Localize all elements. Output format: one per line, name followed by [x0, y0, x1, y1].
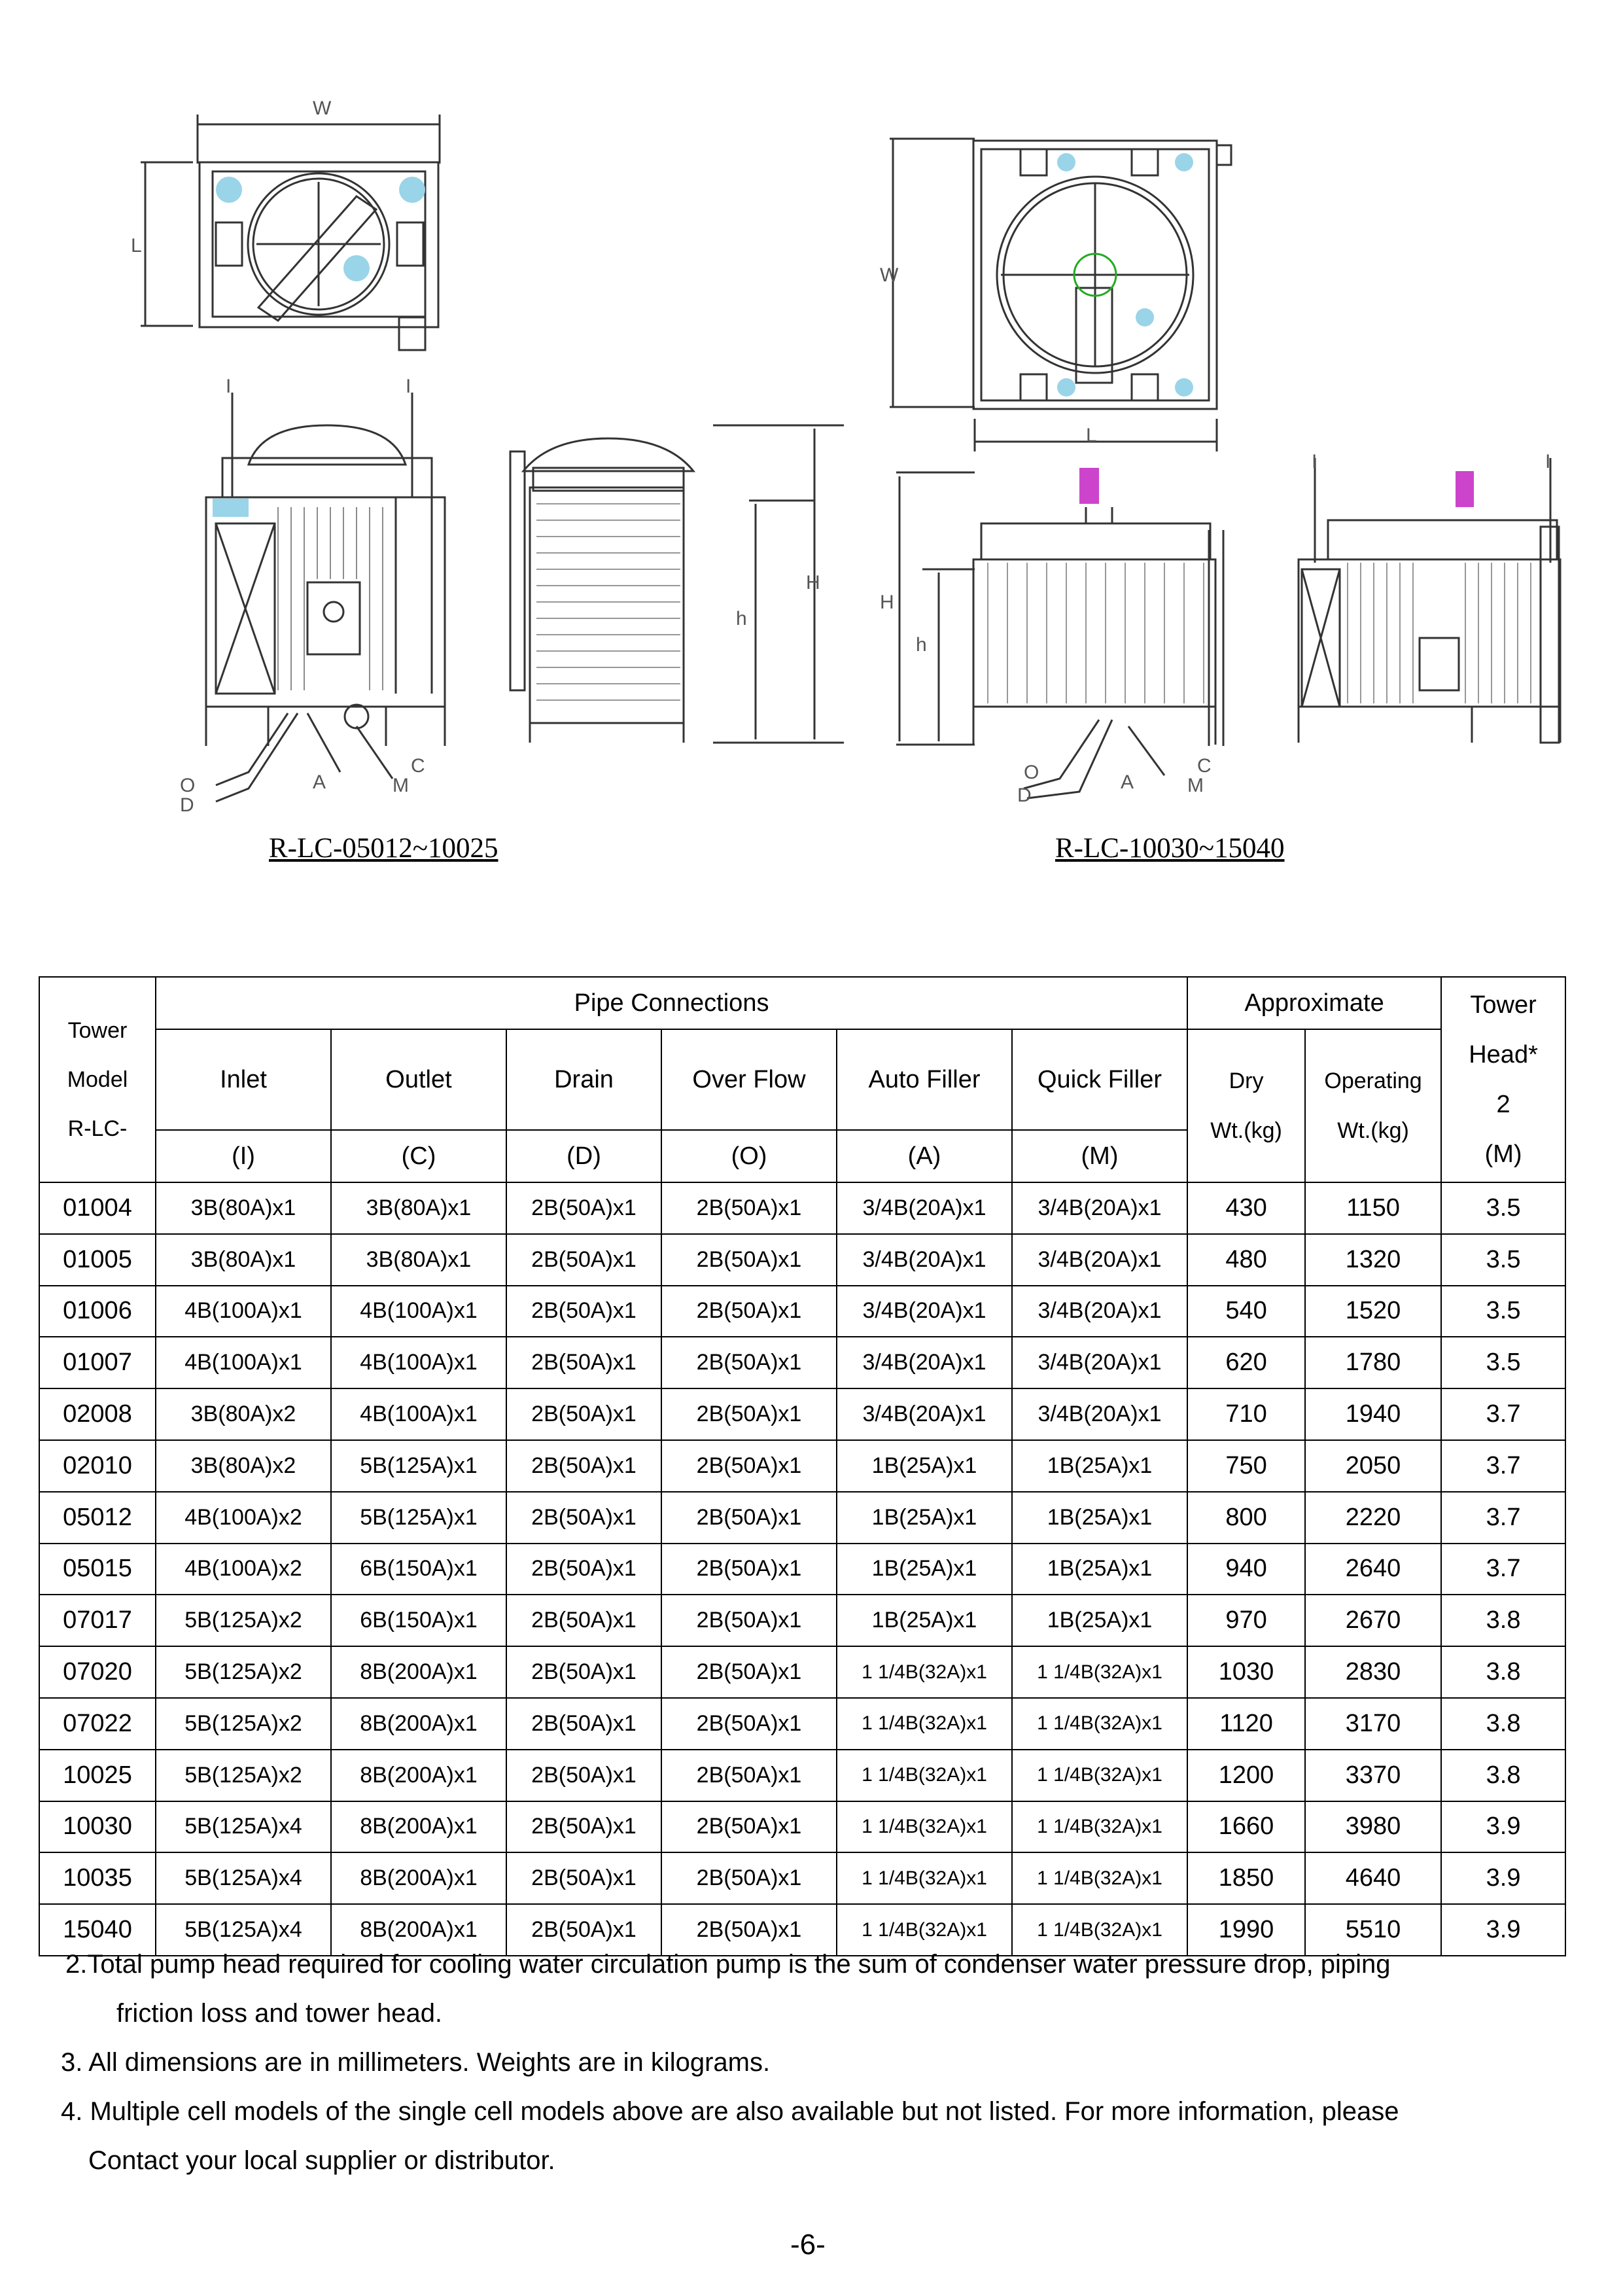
cell-model: 10030 — [39, 1801, 156, 1853]
cell-auto-filler: 1 1/4B(32A)x1 — [837, 1646, 1012, 1698]
cell-drain: 2B(50A)x1 — [506, 1544, 661, 1595]
cell-dry-weight: 1660 — [1187, 1801, 1305, 1853]
operating-weight-header — [1305, 1029, 1441, 1182]
cell-dry-weight: 800 — [1187, 1492, 1305, 1544]
table-row — [39, 1904, 1565, 1956]
cell-auto-filler: 3/4B(20A)x1 — [837, 1388, 1012, 1440]
side-view-small-a — [206, 393, 445, 802]
label-l-small: L — [131, 235, 142, 256]
cell-overflow: 2B(50A)x1 — [661, 1286, 837, 1337]
cell-operating-weight: 2830 — [1305, 1646, 1441, 1698]
tower-head-line1: Tower — [1470, 991, 1537, 1019]
cell-model: 01005 — [39, 1234, 156, 1286]
quick-filler-code: (M) — [1012, 1130, 1187, 1182]
note-2-line1: 2.Total pump head required for cooling water circulation pump is the sum of condenser water pressure drop, piping — [65, 1950, 1391, 1979]
tower-head-line3: 2 — [1496, 1091, 1510, 1118]
cell-quick-filler: 3/4B(20A)x1 — [1012, 1337, 1187, 1388]
dry-weight-line1: Dry — [1229, 1069, 1264, 1093]
outlet-header: Outlet — [331, 1029, 506, 1130]
cell-quick-filler: 1B(25A)x1 — [1012, 1440, 1187, 1492]
table-row — [39, 1440, 1565, 1492]
cell-tower-head: 3.8 — [1441, 1595, 1565, 1646]
cell-tower-head: 3.9 — [1441, 1904, 1565, 1956]
cell-inlet: 3B(80A)x2 — [156, 1388, 331, 1440]
label-o-large: O — [1024, 762, 1039, 783]
quick-filler-header: Quick Filler — [1012, 1029, 1187, 1130]
cell-model: 02008 — [39, 1388, 156, 1440]
cell-outlet: 8B(200A)x1 — [331, 1698, 506, 1750]
label-lh-large: h — [916, 634, 927, 656]
cell-auto-filler: 3/4B(20A)x1 — [837, 1286, 1012, 1337]
cell-drain: 2B(50A)x1 — [506, 1286, 661, 1337]
overflow-header: Over Flow — [661, 1029, 837, 1130]
cell-drain: 2B(50A)x1 — [506, 1904, 661, 1956]
cell-operating-weight: 1780 — [1305, 1337, 1441, 1388]
label-m-large: M — [1187, 775, 1204, 796]
cell-operating-weight: 1520 — [1305, 1286, 1441, 1337]
cell-overflow: 2B(50A)x1 — [661, 1698, 837, 1750]
auto-filler-code: (A) — [837, 1130, 1012, 1182]
cell-quick-filler: 3/4B(20A)x1 — [1012, 1286, 1187, 1337]
cell-overflow: 2B(50A)x1 — [661, 1388, 837, 1440]
cell-drain: 2B(50A)x1 — [506, 1852, 661, 1904]
cell-operating-weight: 4640 — [1305, 1852, 1441, 1904]
tower-head-line4: (M) — [1484, 1140, 1522, 1168]
table-row — [39, 1388, 1565, 1440]
specification-table — [39, 976, 1566, 1956]
cell-inlet: 3B(80A)x1 — [156, 1234, 331, 1286]
cell-model: 05015 — [39, 1544, 156, 1595]
label-m-small: M — [393, 775, 409, 796]
cell-overflow: 2B(50A)x1 — [661, 1595, 837, 1646]
cell-inlet: 5B(125A)x2 — [156, 1595, 331, 1646]
cell-drain: 2B(50A)x1 — [506, 1337, 661, 1388]
cell-operating-weight: 5510 — [1305, 1904, 1441, 1956]
cell-model: 01007 — [39, 1337, 156, 1388]
cell-auto-filler: 1B(25A)x1 — [837, 1492, 1012, 1544]
cell-overflow: 2B(50A)x1 — [661, 1337, 837, 1388]
cell-operating-weight: 2640 — [1305, 1544, 1441, 1595]
cell-quick-filler: 1 1/4B(32A)x1 — [1012, 1750, 1187, 1801]
cell-auto-filler: 3/4B(20A)x1 — [837, 1337, 1012, 1388]
note-2-line2: friction loss and tower head. — [116, 1999, 443, 2028]
cell-inlet: 4B(100A)x1 — [156, 1337, 331, 1388]
cell-outlet: 8B(200A)x1 — [331, 1904, 506, 1956]
cell-tower-head: 3.5 — [1441, 1182, 1565, 1234]
cell-outlet: 4B(100A)x1 — [331, 1286, 506, 1337]
tower-model-header-line3: R-LC- — [67, 1116, 128, 1141]
cell-operating-weight: 2050 — [1305, 1440, 1441, 1492]
table-row — [39, 1234, 1565, 1286]
table-body — [39, 1182, 1565, 1956]
cell-tower-head: 3.7 — [1441, 1388, 1565, 1440]
cell-dry-weight: 1200 — [1187, 1750, 1305, 1801]
cell-tower-head: 3.5 — [1441, 1337, 1565, 1388]
cell-operating-weight: 1150 — [1305, 1182, 1441, 1234]
cell-tower-head: 3.5 — [1441, 1234, 1565, 1286]
cell-inlet: 4B(100A)x1 — [156, 1286, 331, 1337]
cell-inlet: 5B(125A)x4 — [156, 1852, 331, 1904]
cell-operating-weight: 3370 — [1305, 1750, 1441, 1801]
cell-outlet: 6B(150A)x1 — [331, 1595, 506, 1646]
dry-weight-line2: Wt.(kg) — [1210, 1118, 1282, 1143]
cell-outlet: 4B(100A)x1 — [331, 1388, 506, 1440]
cell-overflow: 2B(50A)x1 — [661, 1750, 837, 1801]
label-l-large: L — [1086, 425, 1097, 446]
cell-dry-weight: 1850 — [1187, 1852, 1305, 1904]
table-row — [39, 1544, 1565, 1595]
cell-outlet: 8B(200A)x1 — [331, 1801, 506, 1853]
cell-inlet: 5B(125A)x4 — [156, 1904, 331, 1956]
cell-overflow: 2B(50A)x1 — [661, 1801, 837, 1853]
cell-dry-weight: 1120 — [1187, 1698, 1305, 1750]
cell-dry-weight: 750 — [1187, 1440, 1305, 1492]
label-i-3: I — [1312, 451, 1318, 472]
side-view-large-a — [896, 472, 1223, 798]
label-o-small: O — [180, 775, 196, 796]
label-w-large: W — [880, 264, 899, 286]
cell-tower-head: 3.8 — [1441, 1750, 1565, 1801]
cell-auto-filler: 1 1/4B(32A)x1 — [837, 1801, 1012, 1853]
cell-operating-weight: 2220 — [1305, 1492, 1441, 1544]
tower-head-header — [1441, 977, 1565, 1182]
cell-outlet: 3B(80A)x1 — [331, 1234, 506, 1286]
cell-overflow: 2B(50A)x1 — [661, 1440, 837, 1492]
label-lh-small: h — [736, 608, 747, 629]
cell-auto-filler: 1 1/4B(32A)x1 — [837, 1698, 1012, 1750]
cell-overflow: 2B(50A)x1 — [661, 1182, 837, 1234]
table-row — [39, 1595, 1565, 1646]
cell-drain: 2B(50A)x1 — [506, 1388, 661, 1440]
auto-filler-header: Auto Filler — [837, 1029, 1012, 1130]
page-number: -6- — [790, 2229, 826, 2261]
cell-outlet: 6B(150A)x1 — [331, 1544, 506, 1595]
note-4-line1: 4. Multiple cell models of the single cell models above are also available but not listed. For more information, please — [61, 2097, 1399, 2126]
pipe-connections-header: Pipe Connections — [156, 977, 1187, 1029]
cell-overflow: 2B(50A)x1 — [661, 1544, 837, 1595]
label-c-large: C — [1197, 755, 1212, 777]
cell-drain: 2B(50A)x1 — [506, 1234, 661, 1286]
cell-dry-weight: 620 — [1187, 1337, 1305, 1388]
cell-quick-filler: 1 1/4B(32A)x1 — [1012, 1904, 1187, 1956]
cell-dry-weight: 1030 — [1187, 1646, 1305, 1698]
cell-auto-filler: 1 1/4B(32A)x1 — [837, 1852, 1012, 1904]
table-row — [39, 1698, 1565, 1750]
cell-inlet: 3B(80A)x2 — [156, 1440, 331, 1492]
cell-inlet: 5B(125A)x4 — [156, 1801, 331, 1853]
dry-weight-header — [1187, 1029, 1305, 1182]
cell-outlet: 4B(100A)x1 — [331, 1337, 506, 1388]
label-h-large: H — [880, 592, 894, 613]
tower-model-header — [39, 977, 156, 1182]
label-h-small: H — [806, 572, 820, 593]
operating-weight-line1: Operating — [1324, 1069, 1422, 1093]
cell-model: 07017 — [39, 1595, 156, 1646]
drain-code: (D) — [506, 1130, 661, 1182]
table-row — [39, 1646, 1565, 1698]
cell-tower-head: 3.5 — [1441, 1286, 1565, 1337]
table-row — [39, 1750, 1565, 1801]
cell-model: 15040 — [39, 1904, 156, 1956]
cell-drain: 2B(50A)x1 — [506, 1182, 661, 1234]
table-row — [39, 1852, 1565, 1904]
cell-overflow: 2B(50A)x1 — [661, 1904, 837, 1956]
label-i-1: I — [226, 376, 232, 397]
cell-model: 10035 — [39, 1852, 156, 1904]
cell-outlet: 8B(200A)x1 — [331, 1646, 506, 1698]
cell-operating-weight: 3980 — [1305, 1801, 1441, 1853]
cell-quick-filler: 3/4B(20A)x1 — [1012, 1234, 1187, 1286]
cell-auto-filler: 1B(25A)x1 — [837, 1595, 1012, 1646]
inlet-header: Inlet — [156, 1029, 331, 1130]
cell-operating-weight: 1320 — [1305, 1234, 1441, 1286]
note-4-line2: Contact your local supplier or distributor. — [88, 2146, 555, 2175]
cell-outlet: 8B(200A)x1 — [331, 1852, 506, 1904]
tower-model-header-line2: Model — [67, 1067, 128, 1092]
cell-inlet: 3B(80A)x1 — [156, 1182, 331, 1234]
label-i-4: I — [1545, 451, 1551, 472]
cell-drain: 2B(50A)x1 — [506, 1750, 661, 1801]
cell-drain: 2B(50A)x1 — [506, 1698, 661, 1750]
cell-dry-weight: 430 — [1187, 1182, 1305, 1234]
cell-tower-head: 3.7 — [1441, 1440, 1565, 1492]
cell-outlet: 5B(125A)x1 — [331, 1440, 506, 1492]
cell-tower-head: 3.8 — [1441, 1646, 1565, 1698]
cell-overflow: 2B(50A)x1 — [661, 1492, 837, 1544]
overflow-code: (O) — [661, 1130, 837, 1182]
cell-quick-filler: 1B(25A)x1 — [1012, 1595, 1187, 1646]
cell-quick-filler: 1B(25A)x1 — [1012, 1492, 1187, 1544]
cell-model: 01004 — [39, 1182, 156, 1234]
cell-tower-head: 3.9 — [1441, 1852, 1565, 1904]
cell-auto-filler: 1 1/4B(32A)x1 — [837, 1750, 1012, 1801]
label-a-large: A — [1121, 771, 1134, 793]
label-d-large: D — [1017, 785, 1032, 806]
cell-operating-weight: 3170 — [1305, 1698, 1441, 1750]
cell-drain: 2B(50A)x1 — [506, 1595, 661, 1646]
label-i-2: I — [406, 376, 411, 397]
cell-quick-filler: 1 1/4B(32A)x1 — [1012, 1852, 1187, 1904]
cell-model: 05012 — [39, 1492, 156, 1544]
cell-tower-head: 3.8 — [1441, 1698, 1565, 1750]
cell-auto-filler: 3/4B(20A)x1 — [837, 1182, 1012, 1234]
cell-quick-filler: 1 1/4B(32A)x1 — [1012, 1801, 1187, 1853]
drain-header: Drain — [506, 1029, 661, 1130]
table-row — [39, 1492, 1565, 1544]
cell-auto-filler: 1 1/4B(32A)x1 — [837, 1904, 1012, 1956]
cell-quick-filler: 3/4B(20A)x1 — [1012, 1388, 1187, 1440]
cell-model: 01006 — [39, 1286, 156, 1337]
cell-model: 02010 — [39, 1440, 156, 1492]
cell-dry-weight: 940 — [1187, 1544, 1305, 1595]
approximate-header: Approximate — [1187, 977, 1441, 1029]
caption-right-model-range: R-LC-10030~15040 — [1055, 833, 1285, 864]
cell-inlet: 5B(125A)x2 — [156, 1698, 331, 1750]
plan-view-small — [141, 115, 440, 350]
cell-operating-weight: 1940 — [1305, 1388, 1441, 1440]
front-view-small — [510, 425, 844, 743]
cell-inlet: 4B(100A)x2 — [156, 1544, 331, 1595]
table-row — [39, 1337, 1565, 1388]
cell-dry-weight: 1990 — [1187, 1904, 1305, 1956]
table-row — [39, 1182, 1565, 1234]
outlet-code: (C) — [331, 1130, 506, 1182]
table-row — [39, 1801, 1565, 1853]
label-c-small: C — [411, 755, 425, 777]
cell-dry-weight: 480 — [1187, 1234, 1305, 1286]
cell-overflow: 2B(50A)x1 — [661, 1234, 837, 1286]
cell-quick-filler: 3/4B(20A)x1 — [1012, 1182, 1187, 1234]
cell-quick-filler: 1B(25A)x1 — [1012, 1544, 1187, 1595]
label-a-small: A — [313, 771, 326, 793]
cell-quick-filler: 1 1/4B(32A)x1 — [1012, 1646, 1187, 1698]
cell-drain: 2B(50A)x1 — [506, 1440, 661, 1492]
tower-head-line2: Head* — [1469, 1041, 1538, 1069]
cell-inlet: 4B(100A)x2 — [156, 1492, 331, 1544]
cell-inlet: 5B(125A)x2 — [156, 1646, 331, 1698]
cell-drain: 2B(50A)x1 — [506, 1492, 661, 1544]
cell-auto-filler: 3/4B(20A)x1 — [837, 1234, 1012, 1286]
cell-auto-filler: 1B(25A)x1 — [837, 1440, 1012, 1492]
table-row — [39, 1286, 1565, 1337]
cell-inlet: 5B(125A)x2 — [156, 1750, 331, 1801]
cell-outlet: 5B(125A)x1 — [331, 1492, 506, 1544]
cell-dry-weight: 710 — [1187, 1388, 1305, 1440]
cell-quick-filler: 1 1/4B(32A)x1 — [1012, 1698, 1187, 1750]
tower-model-header-line1: Tower — [67, 1017, 128, 1043]
cell-model: 07022 — [39, 1698, 156, 1750]
operating-weight-line2: Wt.(kg) — [1337, 1118, 1409, 1143]
note-3: 3. All dimensions are in millimeters. Weights are in kilograms. — [61, 2048, 771, 2077]
label-d-small: D — [180, 794, 194, 816]
cell-operating-weight: 2670 — [1305, 1595, 1441, 1646]
cell-tower-head: 3.7 — [1441, 1544, 1565, 1595]
cell-model: 10025 — [39, 1750, 156, 1801]
cell-dry-weight: 540 — [1187, 1286, 1305, 1337]
side-view-large-b — [1299, 458, 1560, 743]
cell-overflow: 2B(50A)x1 — [661, 1852, 837, 1904]
inlet-code: (I) — [156, 1130, 331, 1182]
technical-drawings — [0, 0, 1623, 903]
cell-tower-head: 3.7 — [1441, 1492, 1565, 1544]
cell-drain: 2B(50A)x1 — [506, 1646, 661, 1698]
plan-view-large — [890, 139, 1231, 451]
cell-outlet: 3B(80A)x1 — [331, 1182, 506, 1234]
cell-drain: 2B(50A)x1 — [506, 1801, 661, 1853]
cell-model: 07020 — [39, 1646, 156, 1698]
cell-overflow: 2B(50A)x1 — [661, 1646, 837, 1698]
caption-left-model-range: R-LC-05012~10025 — [269, 833, 498, 864]
cell-auto-filler: 1B(25A)x1 — [837, 1544, 1012, 1595]
cell-outlet: 8B(200A)x1 — [331, 1750, 506, 1801]
cell-tower-head: 3.9 — [1441, 1801, 1565, 1853]
label-w-small: W — [313, 97, 332, 119]
cell-dry-weight: 970 — [1187, 1595, 1305, 1646]
